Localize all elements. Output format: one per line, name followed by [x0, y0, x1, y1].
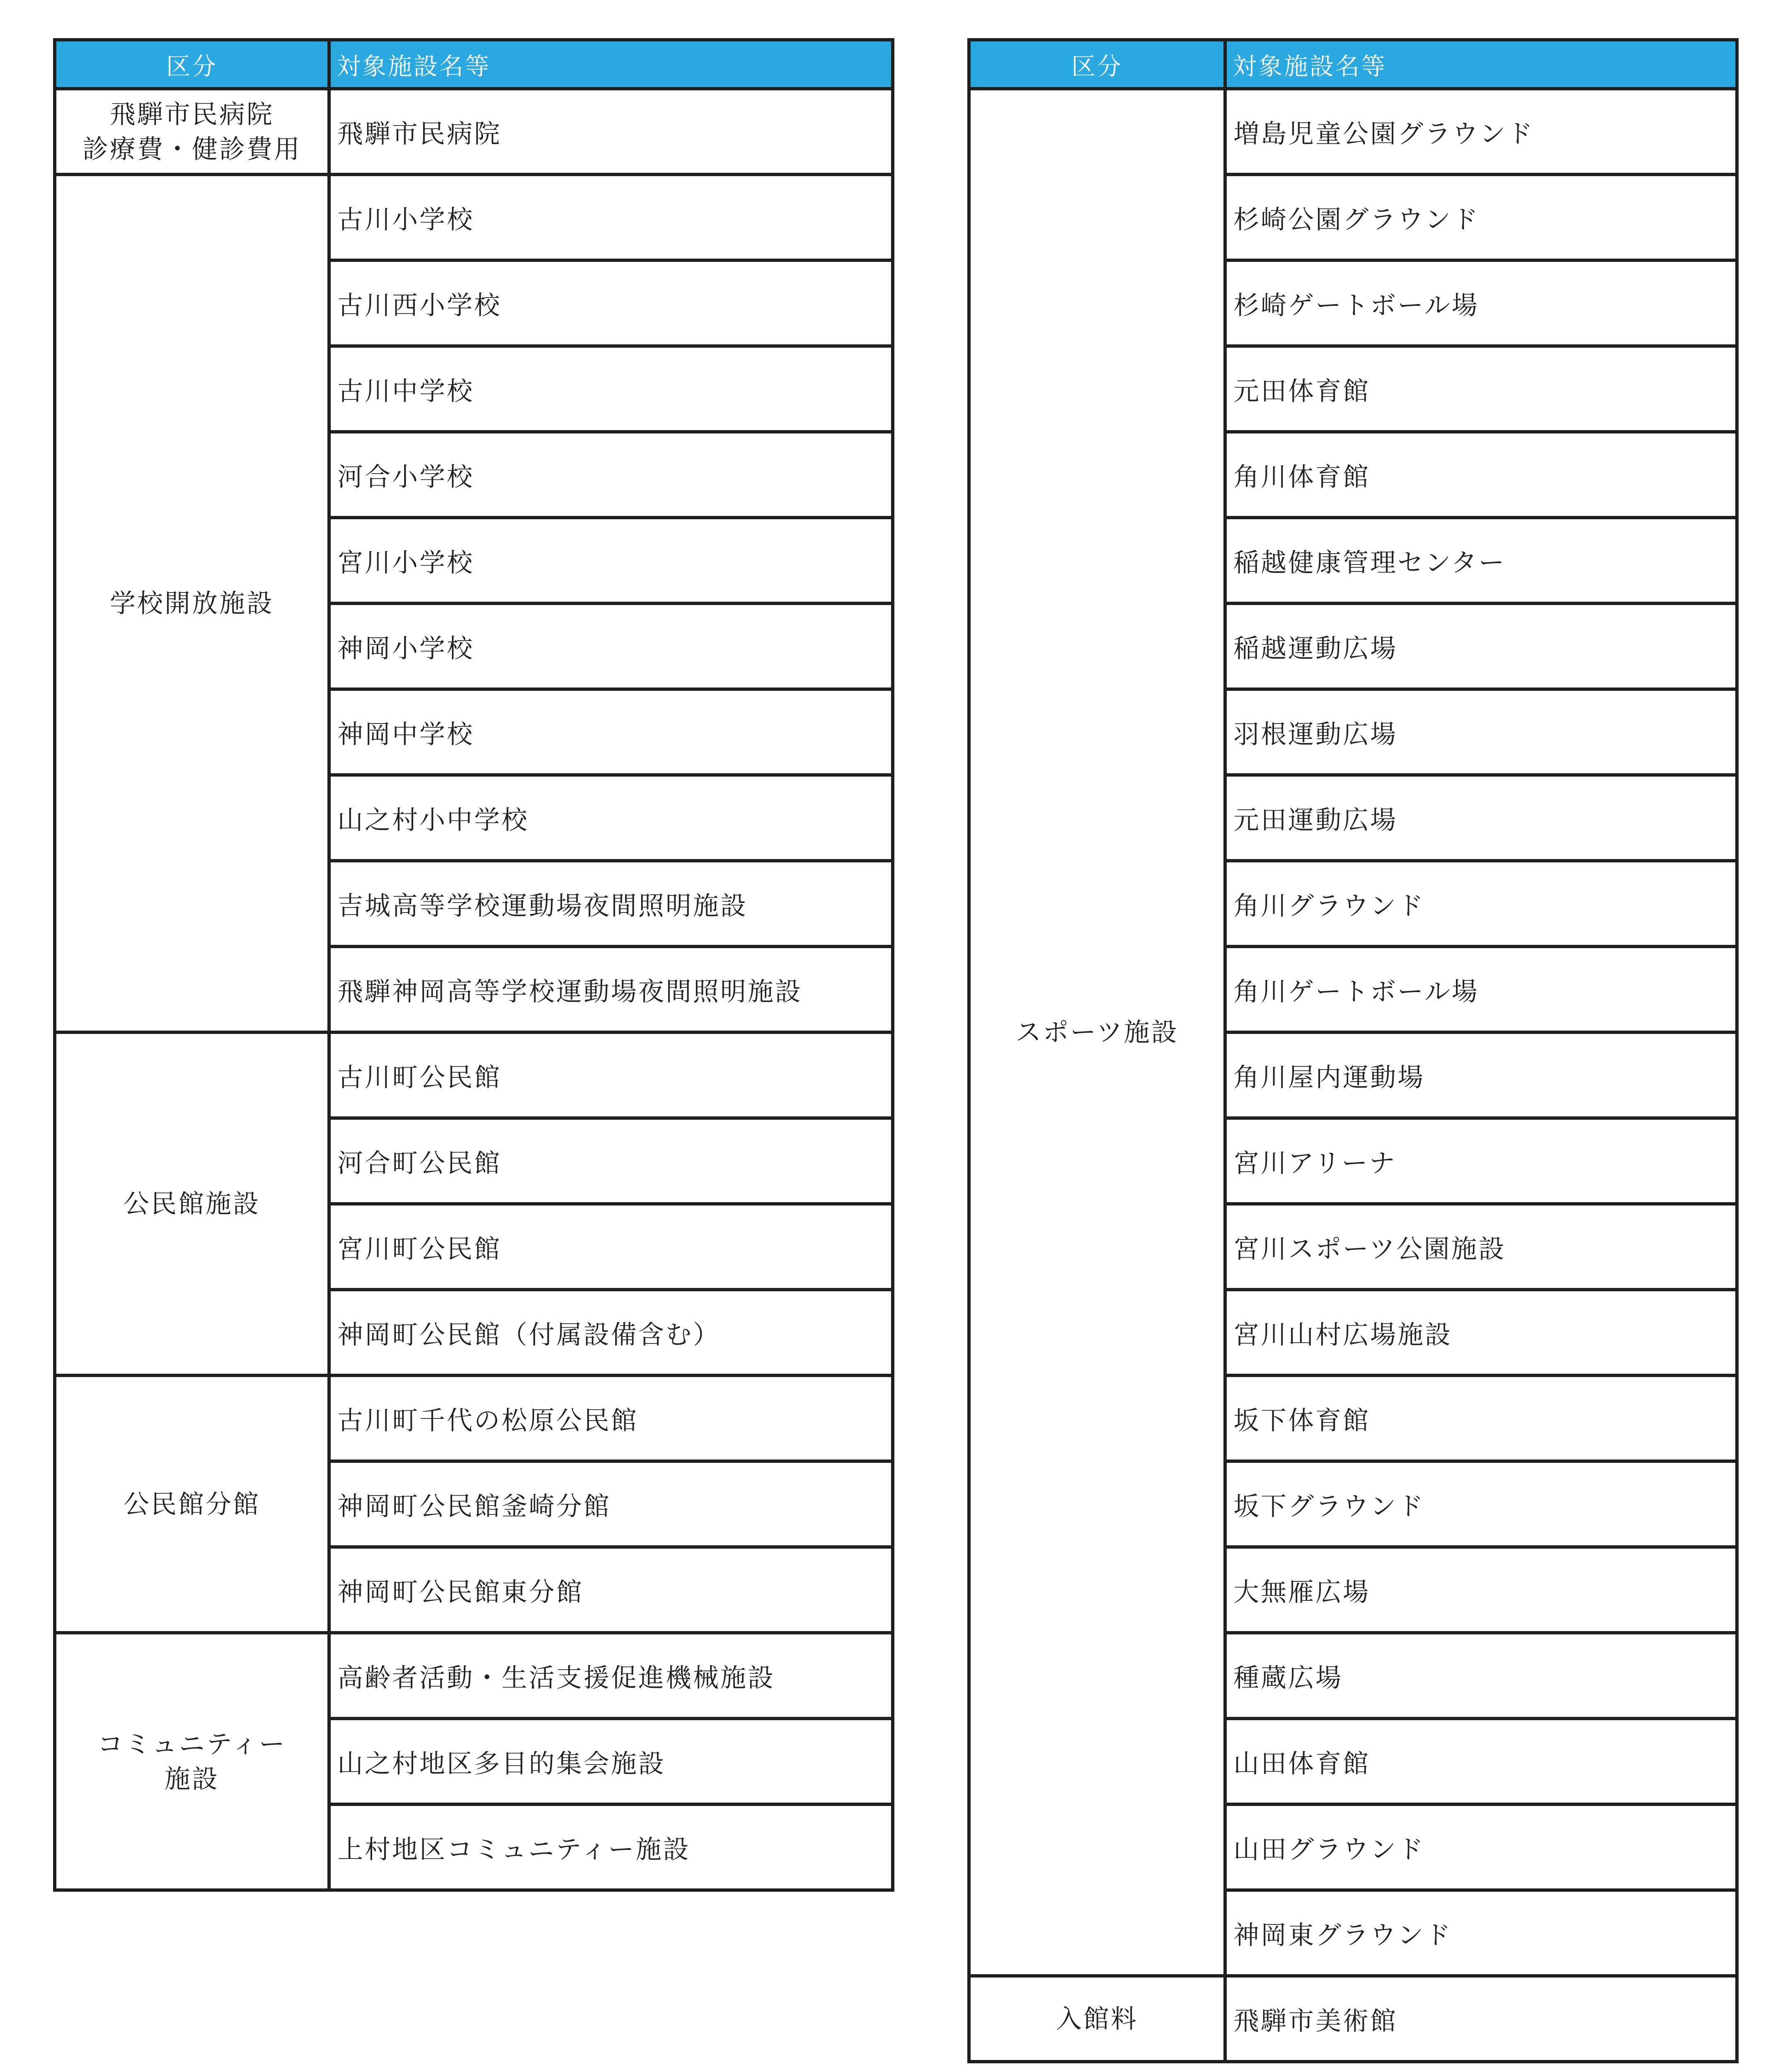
category-label: 公民館施設 [123, 1188, 260, 1219]
facility-name-cell: 古川中学校 [329, 346, 893, 432]
table-row [969, 1976, 1737, 2062]
facility-name-cell: 増島児童公園グラウンド [1225, 89, 1737, 174]
facility-name-cell: 元田運動広場 [1225, 775, 1737, 861]
facility-name-cell: 飛騨市民病院 [329, 89, 893, 174]
table-row [55, 1375, 893, 1461]
facility-name-cell: 宮川アリーナ [1225, 1118, 1737, 1204]
facility-name-cell: 宮川スポーツ公園施設 [1225, 1204, 1737, 1290]
table-row [55, 1633, 893, 1719]
facility-name-cell: 河合小学校 [329, 432, 893, 518]
left-facility-table [53, 38, 894, 1892]
facility-name-cell: 飛騨市美術館 [1225, 1976, 1737, 2062]
facility-name-cell: 羽根運動広場 [1225, 689, 1737, 775]
facility-name-cell: 古川町公民館 [329, 1032, 893, 1118]
category-label: 入館料 [1056, 2003, 1138, 2034]
facility-name-cell: 宮川山村広場施設 [1225, 1290, 1737, 1375]
facility-name-cell: 神岡小学校 [329, 603, 893, 689]
table-row [55, 174, 893, 260]
facility-name-cell: 山之村地区多目的集会施設 [329, 1719, 893, 1804]
facility-name-cell: 神岡町公民館（付属設備含む） [329, 1290, 893, 1375]
category-label: スポーツ施設 [1015, 1017, 1179, 1048]
facility-name-cell: 角川体育館 [1225, 432, 1737, 518]
category-label: 施設 [164, 1763, 219, 1794]
left-table-body [55, 89, 893, 1890]
facility-name-cell: 種蔵広場 [1225, 1633, 1737, 1719]
right-table-body [969, 89, 1737, 2062]
category-label: 学校開放施設 [109, 588, 274, 619]
facility-name-cell: 坂下グラウンド [1225, 1461, 1737, 1547]
category-cell [969, 1976, 1225, 2062]
facility-name-cell: 高齢者活動・生活支援促進機械施設 [329, 1633, 893, 1719]
category-cell [55, 89, 329, 174]
facility-name-cell: 山之村小中学校 [329, 775, 893, 861]
facility-name-cell: 稲越運動広場 [1225, 603, 1737, 689]
category-label: 飛騨市民病院 [109, 99, 274, 129]
facility-name-cell: 山田グラウンド [1225, 1804, 1737, 1890]
category-label: 診療費・健診費用 [82, 133, 301, 164]
facility-name-cell: 元田体育館 [1225, 346, 1737, 432]
facility-name-cell: 宮川小学校 [329, 518, 893, 603]
right-facility-table [967, 38, 1739, 2063]
facility-name-cell: 稲越健康管理センター [1225, 518, 1737, 603]
facility-name-cell: 古川小学校 [329, 174, 893, 260]
category-cell [55, 1633, 329, 1890]
category-cell [55, 1375, 329, 1633]
facility-name-cell: 杉崎ゲートボール場 [1225, 260, 1737, 346]
header-category: 区分 [55, 40, 329, 89]
facility-name-cell: 角川屋内運動場 [1225, 1032, 1737, 1118]
facility-name-cell: 山田体育館 [1225, 1719, 1737, 1804]
category-cell [969, 89, 1225, 1976]
facility-name-cell: 神岡中学校 [329, 689, 893, 775]
table-row [55, 1032, 893, 1118]
facility-name-cell: 古川西小学校 [329, 260, 893, 346]
facility-name-cell: 神岡町公民館東分館 [329, 1547, 893, 1633]
facility-name-cell: 角川ゲートボール場 [1225, 946, 1737, 1032]
category-label: コミュニティー [97, 1728, 286, 1759]
header-facility-name: 対象施設名等 [1225, 40, 1737, 89]
table-header-row [969, 40, 1737, 89]
facility-name-cell: 吉城高等学校運動場夜間照明施設 [329, 861, 893, 946]
category-cell [55, 1032, 329, 1375]
table-header-row [55, 40, 893, 89]
facility-name-cell: 古川町千代の松原公民館 [329, 1375, 893, 1461]
facility-name-cell: 上村地区コミュニティー施設 [329, 1804, 893, 1890]
facility-name-cell: 杉崎公園グラウンド [1225, 174, 1737, 260]
facility-name-cell: 河合町公民館 [329, 1118, 893, 1204]
facility-name-cell: 大無雁広場 [1225, 1547, 1737, 1633]
table-row [55, 89, 893, 174]
facility-name-cell: 神岡東グラウンド [1225, 1890, 1737, 1976]
category-label: 公民館分館 [123, 1489, 260, 1519]
facility-name-cell: 飛騨神岡高等学校運動場夜間照明施設 [329, 946, 893, 1032]
table-row [969, 89, 1737, 174]
facility-name-cell: 坂下体育館 [1225, 1375, 1737, 1461]
category-cell [55, 174, 329, 1032]
header-facility-name: 対象施設名等 [329, 40, 893, 89]
facility-name-cell: 宮川町公民館 [329, 1204, 893, 1290]
header-category: 区分 [969, 40, 1225, 89]
facility-name-cell: 角川グラウンド [1225, 861, 1737, 946]
facility-name-cell: 神岡町公民館釜崎分館 [329, 1461, 893, 1547]
